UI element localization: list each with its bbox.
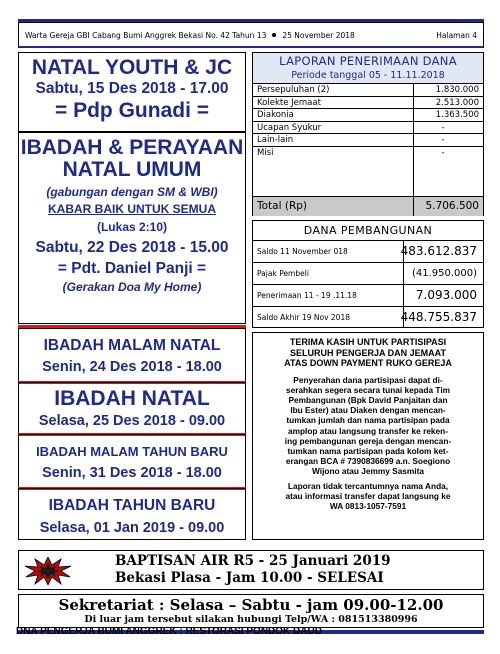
row-label: Saldo 11 November 018 — [257, 247, 348, 256]
thanks-box — [252, 332, 484, 540]
body-line: Ibu Ester) atau Diaken dengan mencan- — [290, 405, 446, 416]
event-title: IBADAH MALAM TAHUN BARU — [36, 444, 228, 459]
thanks-body — [253, 375, 483, 477]
event-date: Sabtu, 22 Des 2018 - 15.00 — [35, 239, 229, 256]
body-line: ing pembangunan gereja dengan mencan- — [284, 435, 452, 446]
starburst-icon — [25, 557, 71, 585]
column-divider — [403, 263, 404, 284]
row-value: 448.755.837 — [400, 310, 477, 324]
column-divider — [413, 109, 414, 121]
page-header — [18, 22, 484, 48]
body-line: Wijono atau Jemmy Sasmita — [312, 466, 424, 477]
event-note: (gabungan dengan SM & WBI) — [46, 185, 218, 199]
table-row — [253, 241, 483, 263]
bulletin-page — [18, 22, 484, 642]
table-row — [253, 285, 483, 307]
header-page-number: Halaman 4 — [436, 31, 477, 40]
row-label: Penerimaan 11 - 19 .11.18 — [257, 291, 357, 300]
header-date: 25 November 2018 — [282, 31, 355, 40]
event-theme: KABAR BAIK UNTUK SEMUA — [48, 202, 216, 216]
row-label: Persepuluhan (2) — [257, 85, 330, 95]
table-row — [253, 307, 483, 328]
pembangunan-title: DANA PEMBANGUNAN — [253, 221, 483, 241]
event-ministry: (Gerakan Doa My Home) — [62, 280, 202, 294]
row-value: (41.950.000) — [411, 268, 477, 279]
body-line: WA 0813-1057-7591 — [329, 500, 407, 511]
row-label: Saldo Akhir 19 Nov 2018 — [257, 313, 350, 322]
row-value: - — [441, 135, 445, 145]
baptism-title: BAPTISAN AIR R5 - 25 Januari 2019 — [115, 553, 391, 569]
body-line: tumkan jumlah dan nama partisipan pada — [286, 415, 450, 426]
event-title: NATAL YOUTH & JC — [31, 56, 233, 79]
row-value: - — [441, 122, 445, 133]
table-row — [253, 97, 483, 110]
event-title-line2: NATAL UMUM — [62, 158, 202, 181]
row-value: 483.612.837 — [400, 244, 477, 258]
event-date: Senin, 31 Des 2018 - 18.00 — [42, 465, 222, 481]
event-date: Selasa, 25 Des 2018 - 09.00 — [38, 413, 226, 429]
thanks-contact — [253, 481, 483, 512]
event-malam-natal — [18, 328, 246, 382]
table-row — [253, 84, 483, 97]
row-label: Misi — [257, 147, 274, 158]
column-divider — [413, 147, 414, 196]
column-divider — [403, 285, 404, 306]
thanks-title-line3: ATAS DOWN PAYMENT RUKO GEREJA — [284, 358, 452, 368]
total-value: 5.706.500 — [425, 200, 479, 212]
laporan-header — [253, 53, 483, 84]
thanks-title-line1: TERIMA KASIH UNTUK PARTISIPASI — [289, 337, 447, 347]
row-value: 1.363.500 — [435, 110, 479, 120]
body-line: Pembangunan (Bpk David Panjaitan dan — [288, 394, 448, 405]
laporan-period: Periode tanggal 05 - 11.11.2018 — [291, 70, 445, 81]
column-divider — [413, 122, 414, 134]
table-row — [253, 134, 483, 147]
total-label: Total (Rp) — [257, 200, 308, 212]
laporan-total-row — [253, 197, 483, 216]
event-title: IBADAH TAHUN BARU — [48, 497, 216, 514]
event-date: Senin, 24 Des 2018 - 18.00 — [42, 359, 222, 375]
body-line: serahkan segera secara tunai kepada Tim — [285, 384, 451, 395]
table-row — [253, 122, 483, 135]
pembangunan-table — [252, 220, 484, 328]
column-divider — [413, 84, 414, 96]
column-divider — [413, 97, 414, 109]
body-line: Laporan tidak tercantumnya nama Anda, — [287, 480, 449, 491]
event-speaker: = Pdt. Daniel Panji = — [57, 260, 207, 277]
event-date: Sabtu, 15 Des 2018 - 17.00 — [35, 80, 229, 97]
event-natal-umum — [18, 132, 246, 324]
row-value: 1.830.000 — [435, 85, 479, 95]
event-title: IBADAH NATAL — [54, 387, 210, 410]
row-label: Kolekte Jemaat — [257, 97, 321, 108]
body-line: atau informasi transfer dapat langsung ke — [285, 490, 451, 501]
footer-motto: DNA PENGERJA BUMI ANGGREK : RESTORASI PONDOK DAUD — [16, 626, 322, 637]
secretariat-contact: Di luar jam tersebut silakan hubungi Telp/WA : 081513380996 — [84, 614, 418, 625]
table-row — [253, 109, 483, 122]
body-line: Penyerahan dana partisipasi dapat di- — [293, 374, 443, 385]
event-natal — [18, 382, 246, 434]
events-column — [18, 52, 246, 540]
event-title-line1: IBADAH & PERAYAAN — [20, 136, 244, 159]
event-tahun-baru — [18, 488, 246, 540]
table-row — [253, 147, 483, 197]
row-value: 2.513.000 — [435, 97, 479, 108]
thanks-title-line2: SELURUH PENGERJA DAN JEMAAT — [289, 347, 446, 358]
baptism-banner — [18, 550, 484, 590]
body-line: tumkan nama partisipan pada kolom ket- — [287, 445, 449, 456]
event-malam-tahun-baru — [18, 434, 246, 488]
body-line: amplop atau langsung transfer ke reken- — [288, 425, 448, 436]
event-natal-youth — [18, 52, 246, 132]
body-line: erangan BCA # 7390836699 a.n. Soegiono — [285, 456, 451, 467]
table-row — [253, 263, 483, 285]
laporan-table — [252, 52, 484, 216]
row-value: - — [441, 147, 445, 158]
row-label: Lain-lain — [257, 135, 294, 145]
event-speaker: = Pdp Gunadi = — [54, 99, 210, 122]
header-publication-text: Warta Gereja GBI Cabang Bumi Anggrek Bekasi No. 42 Tahun 13 — [25, 31, 267, 40]
row-value: 7.093.000 — [415, 288, 477, 302]
laporan-title: LAPORAN PENERIMAAN DANA — [279, 54, 457, 68]
row-label: Pajak Pembeli — [257, 269, 309, 278]
column-divider — [413, 134, 414, 146]
secretariat-hours: Sekretariat : Selasa – Sabtu - jam 09.00-12.00 — [58, 596, 444, 614]
bullet-dot-icon — [272, 33, 276, 37]
baptism-location: Bekasi Plasa - Jam 10.00 - SELESAI — [115, 570, 384, 586]
column-divider — [413, 197, 414, 216]
secretariat-box — [18, 594, 484, 628]
event-date: Selasa, 01 Jan 2019 - 09.00 — [39, 520, 225, 536]
event-verse: (Lukas 2:10) — [96, 220, 168, 234]
row-label: Ucapan Syukur — [257, 122, 322, 133]
event-title: IBADAH MALAM NATAL — [43, 337, 221, 354]
row-label: Diakonia — [257, 110, 294, 120]
header-publication — [25, 31, 355, 40]
